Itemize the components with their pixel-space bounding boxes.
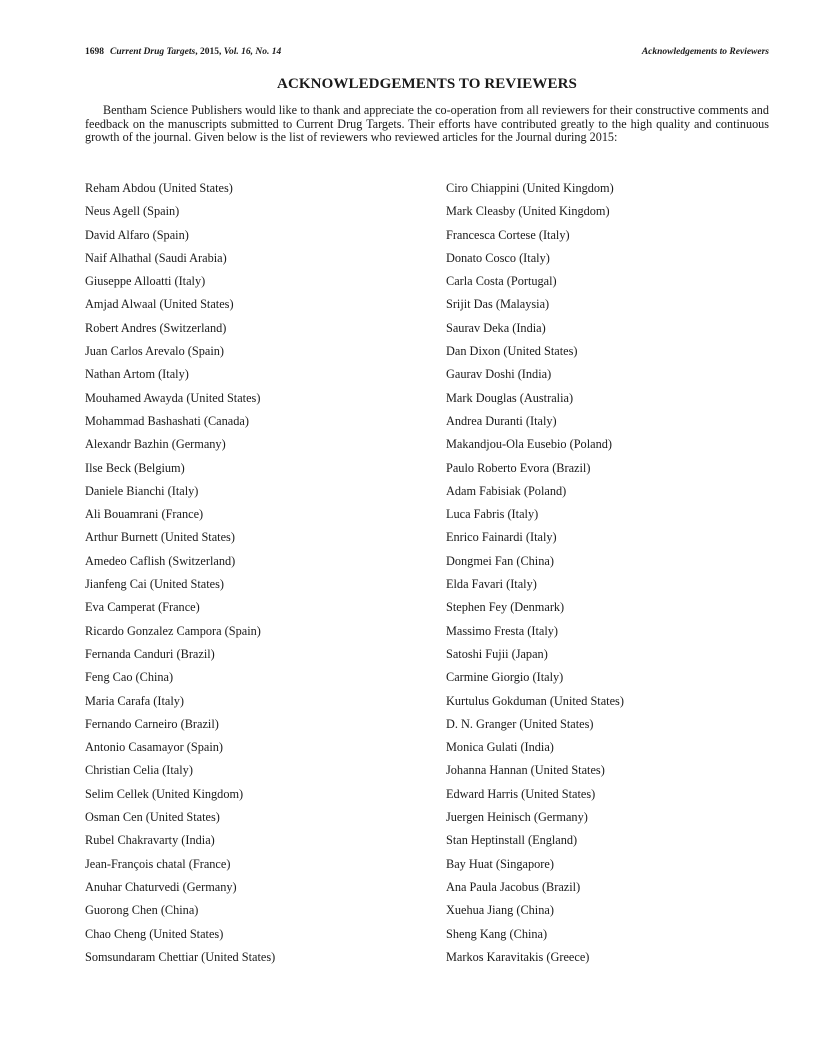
reviewer-entry: Feng Cao (China)	[85, 670, 174, 685]
reviewer-entry: Maria Carafa (Italy)	[85, 693, 184, 708]
reviewer-entry: Francesca Cortese (Italy)	[446, 227, 570, 242]
reviewer-entry: Mark Douglas (Australia)	[446, 390, 574, 405]
reviewer-entry: Mouhamed Awayda (United States)	[85, 390, 261, 405]
reviewer-entry: Bay Huat (Singapore)	[446, 856, 554, 871]
reviewer-entry: Robert Andres (Switzerland)	[85, 320, 227, 335]
reviewer-entry: Anuhar Chaturvedi (Germany)	[85, 879, 237, 894]
header-section: Acknowledgements to Reviewers	[641, 47, 769, 57]
reviewer-entry: Stephen Fey (Denmark)	[446, 600, 565, 615]
reviewer-entry: Edward Harris (United States)	[446, 786, 596, 801]
reviewer-entry: Juan Carlos Arevalo (Spain)	[85, 344, 224, 359]
reviewer-entry: Andrea Duranti (Italy)	[446, 413, 557, 428]
reviewer-entry: Xuehua Jiang (China)	[446, 903, 554, 918]
reviewer-entry: Chao Cheng (United States)	[85, 926, 224, 941]
reviewer-list-right	[446, 181, 769, 973]
page-title: ACKNOWLEDGEMENTS TO REVIEWERS	[277, 76, 577, 92]
reviewer-entry: Enrico Fainardi (Italy)	[446, 530, 557, 545]
reviewer-entry: Somsundaram Chettiar (United States)	[85, 949, 276, 964]
reviewer-entry: Neus Agell (Spain)	[85, 204, 180, 219]
reviewer-entry: Antonio Casamayor (Spain)	[85, 740, 223, 755]
reviewer-entry: Srijit Das (Malaysia)	[446, 297, 550, 312]
reviewer-entry: Juergen Heinisch (Germany)	[446, 810, 588, 825]
reviewer-entry: Makandjou-Ola Eusebio (Poland)	[446, 437, 612, 452]
reviewer-entry: Paulo Roberto Evora (Brazil)	[446, 460, 591, 475]
reviewer-entry: Carmine Giorgio (Italy)	[446, 670, 564, 685]
reviewer-entry: Reham Abdou (United States)	[85, 181, 233, 195]
reviewer-entry: Johanna Hannan (United States)	[446, 763, 605, 778]
reviewer-entry: Gaurav Doshi (India)	[446, 367, 552, 382]
reviewer-entry: Daniele Bianchi (Italy)	[85, 483, 199, 498]
reviewer-entry: Ricardo Gonzalez Campora (Spain)	[85, 623, 261, 638]
reviewer-entry: Monica Gulati (India)	[446, 740, 554, 755]
reviewer-entry: Osman Cen (United States)	[85, 810, 220, 825]
reviewer-entry: Stan Heptinstall (England)	[446, 833, 578, 848]
reviewer-entry: Satoshi Fujii (Japan)	[446, 646, 548, 661]
header-citation: 1698 Current Drug Targets, 2015, Vol. 16, No. 14	[85, 47, 282, 57]
reviewer-entry: Fernanda Canduri (Brazil)	[85, 646, 215, 661]
journal-name: Current Drug Targets	[110, 47, 196, 57]
reviewer-entry: Dongmei Fan (China)	[446, 553, 554, 568]
running-header	[85, 47, 769, 61]
reviewer-entry: Ciro Chiappini (United Kingdom)	[446, 181, 614, 195]
reviewer-entry: Ilse Beck (Belgium)	[85, 460, 185, 475]
reviewer-entry: Eva Camperat (France)	[85, 600, 200, 615]
reviewer-entry: Fernando Carneiro (Brazil)	[85, 716, 219, 731]
reviewer-entry: Naif Alhathal (Saudi Arabia)	[85, 250, 227, 265]
reviewer-list-left	[85, 181, 425, 973]
reviewer-entry: Saurav Deka (India)	[446, 320, 546, 335]
reviewer-entry: Kurtulus Gokduman (United States)	[446, 693, 624, 708]
reviewer-entry: Christian Celia (Italy)	[85, 763, 193, 778]
journal-volume: Vol. 16	[223, 47, 251, 57]
reviewer-entry: Selim Cellek (United Kingdom)	[85, 786, 244, 801]
reviewer-entry: Sheng Kang (China)	[446, 926, 548, 941]
reviewer-entry: Arthur Burnett (United States)	[85, 530, 235, 545]
reviewer-entry: Nathan Artom (Italy)	[85, 367, 189, 382]
reviewer-entry: Ali Bouamrani (France)	[85, 507, 204, 522]
reviewer-entry: Rubel Chakravarty (India)	[85, 833, 215, 848]
reviewer-entry: David Alfaro (Spain)	[85, 227, 189, 242]
reviewer-entry: Giuseppe Alloatti (Italy)	[85, 274, 206, 289]
reviewer-entry: Mohammad Bashashati (Canada)	[85, 413, 249, 428]
reviewer-entry: Amedeo Caflish (Switzerland)	[85, 553, 236, 568]
reviewer-entry: Adam Fabisiak (Poland)	[446, 483, 567, 498]
reviewer-entry: Amjad Alwaal (United States)	[85, 297, 234, 312]
reviewer-entry: D. N. Granger (United States)	[446, 716, 594, 731]
reviewer-entry: Guorong Chen (China)	[85, 903, 199, 918]
reviewer-entry: Markos Karavitakis (Greece)	[446, 949, 590, 964]
reviewer-entry: Jean-François chatal (France)	[85, 856, 231, 871]
reviewer-entry: Massimo Fresta (Italy)	[446, 623, 559, 638]
reviewer-entry: Mark Cleasby (United Kingdom)	[446, 204, 610, 219]
intro-paragraph: Bentham Science Publishers would like to thank and appreciate the co-operation from all reviewers for their constructive comments and feedback on the manuscripts submitted to Current Drug Targets. Their efforts have contributed greatly to the high quality and continuous growth of the journal. Given below is the list of reviewers who reviewed articles for the Journal during 2015:	[85, 103, 769, 145]
reviewer-entry: Elda Favari (Italy)	[446, 577, 537, 592]
reviewer-entry: Jianfeng Cai (United States)	[85, 577, 224, 592]
reviewer-entry: Dan Dixon (United States)	[446, 344, 578, 359]
page-number: 1698	[85, 47, 104, 57]
reviewer-entry: Luca Fabris (Italy)	[446, 507, 539, 522]
reviewer-entry: Alexandr Bazhin (Germany)	[85, 437, 226, 452]
journal-issue: No. 14	[255, 47, 282, 57]
journal-year: 2015	[199, 47, 219, 57]
reviewer-entry: Carla Costa (Portugal)	[446, 274, 557, 289]
reviewer-entry: Ana Paula Jacobus (Brazil)	[446, 879, 581, 894]
reviewer-entry: Donato Cosco (Italy)	[446, 250, 550, 265]
